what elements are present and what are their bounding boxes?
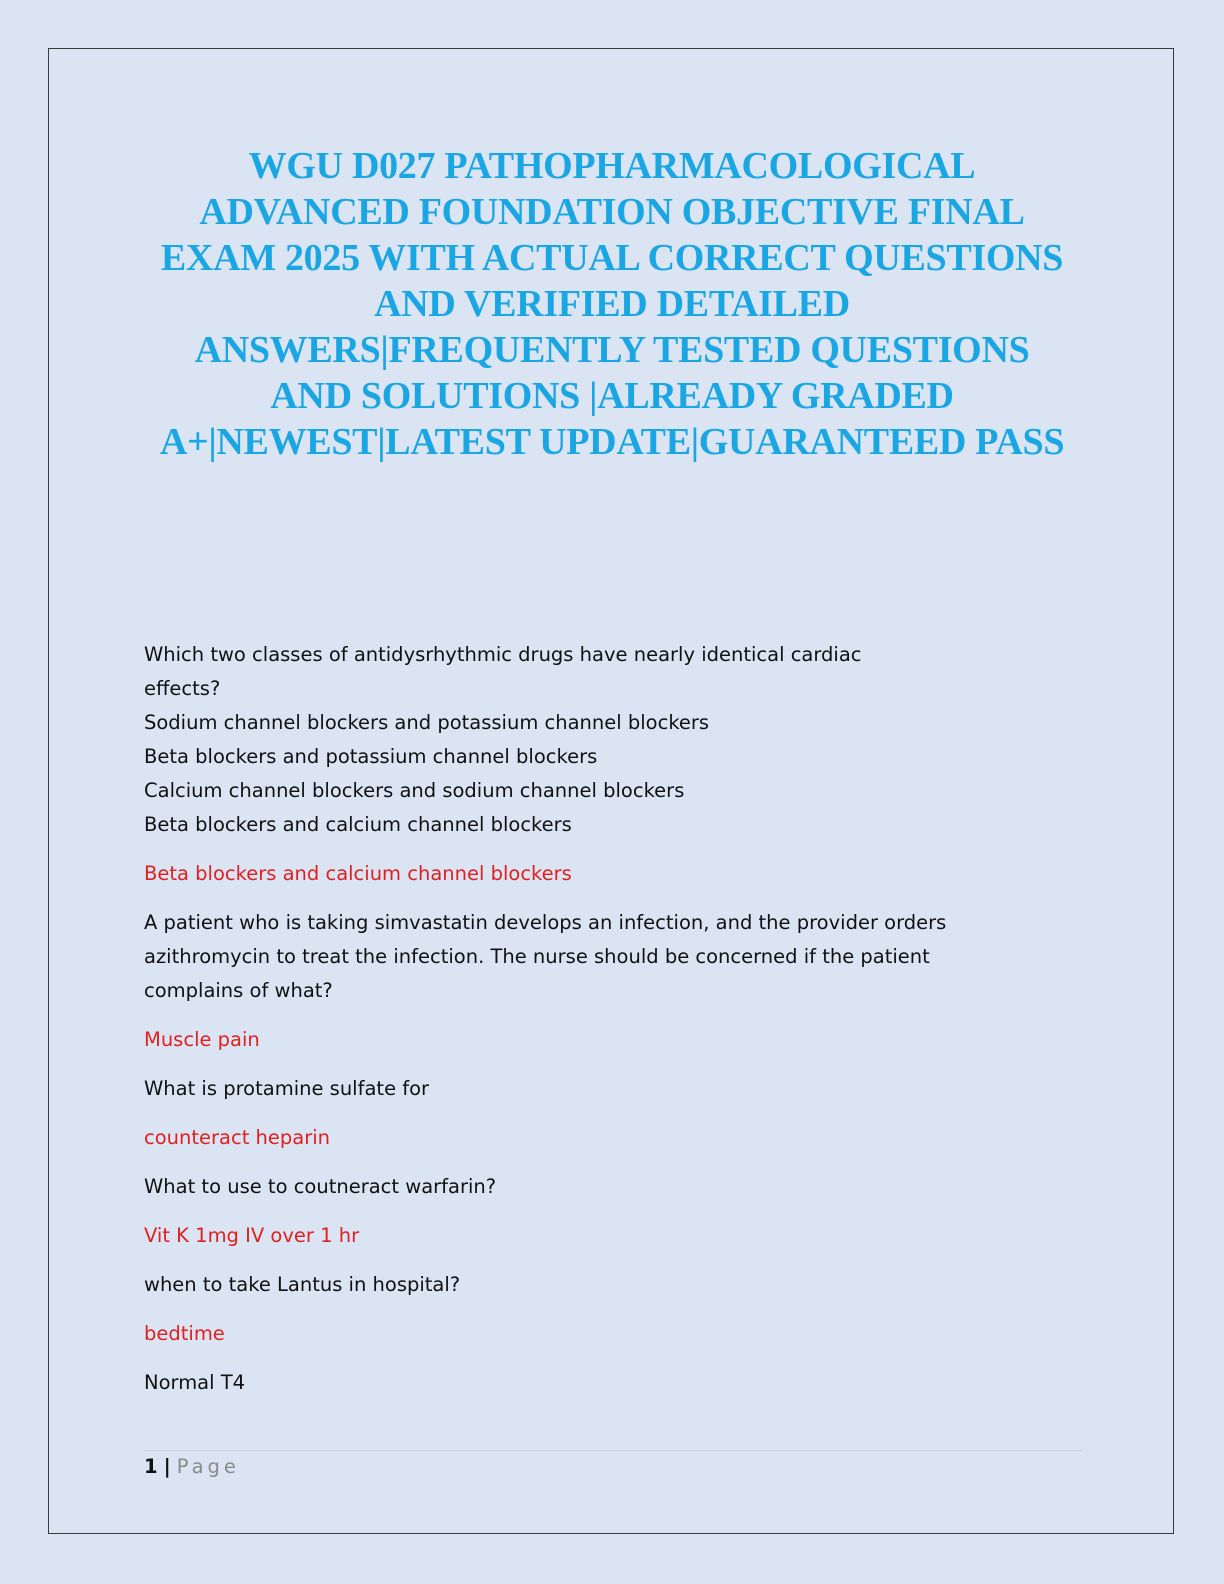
question-text: What is protamine sulfate for — [144, 1077, 430, 1100]
question-block-6 — [144, 1366, 1074, 1400]
title-line: ANSWERS|FREQUENTLY TESTED QUESTIONS — [194, 329, 1030, 371]
answer-option: Beta blockers and calcium channel blockers — [144, 813, 572, 836]
question-text: What to use to coutneract warfarin? — [144, 1175, 497, 1198]
page-footer — [144, 1452, 240, 1482]
question-text: when to take Lantus in hospital? — [144, 1273, 461, 1296]
answer-option: Calcium channel blockers and sodium channel blockers — [144, 779, 685, 802]
question-block-5 — [144, 1268, 1074, 1351]
question-list — [144, 638, 1074, 1400]
question-text: Which two classes of antidysrhythmic drugs have nearly identical cardiac — [144, 643, 862, 666]
page-separator: | — [163, 1455, 171, 1478]
question-text: azithromycin to treat the infection. The nurse should be concerned if the patient — [144, 945, 930, 968]
question-block-1 — [144, 638, 1074, 891]
correct-answer: Vit K 1mg IV over 1 hr — [144, 1224, 360, 1247]
correct-answer: Muscle pain — [144, 1028, 260, 1051]
title-line: AND VERIFIED DETAILED — [374, 283, 850, 325]
title-line: AND SOLUTIONS |ALREADY GRADED — [270, 375, 954, 417]
title-line: ADVANCED FOUNDATION OBJECTIVE FINAL — [199, 191, 1025, 233]
correct-answer: Beta blockers and calcium channel blockers — [144, 862, 572, 885]
correct-answer: bedtime — [144, 1322, 225, 1345]
correct-answer: counteract heparin — [144, 1126, 331, 1149]
question-block-2 — [144, 906, 1074, 1057]
question-text: A patient who is taking simvastatin develops an infection, and the provider orders — [144, 911, 947, 934]
document-title — [130, 143, 1094, 465]
question-block-4 — [144, 1170, 1074, 1253]
answer-option: Beta blockers and potassium channel blockers — [144, 745, 598, 768]
question-text: Normal T4 — [144, 1371, 246, 1394]
question-text: effects? — [144, 677, 221, 700]
title-line: WGU D027 PATHOPHARMACOLOGICAL — [248, 145, 976, 187]
page-number: 1 — [144, 1455, 158, 1478]
question-text: complains of what? — [144, 979, 333, 1002]
question-block-3 — [144, 1072, 1074, 1155]
title-line: A+|NEWEST|LATEST UPDATE|GUARANTEED PASS — [159, 421, 1065, 463]
answer-option: Sodium channel blockers and potassium channel blockers — [144, 711, 710, 734]
title-line: EXAM 2025 WITH ACTUAL CORRECT QUESTIONS — [160, 237, 1064, 279]
footer-divider — [144, 1450, 1082, 1451]
page-label: Page — [176, 1455, 240, 1478]
